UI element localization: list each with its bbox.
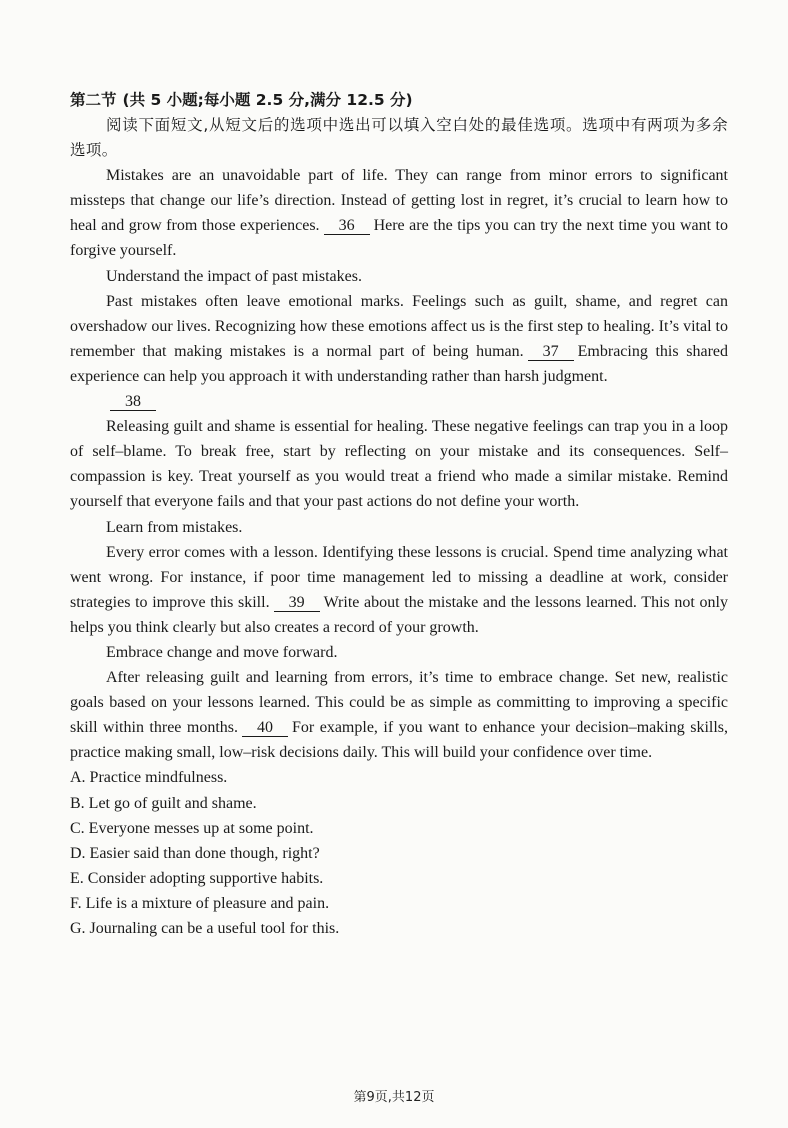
paragraph-4-text-before: Every error comes with a lesson. Identifying these lessons is crucial. Spend time analyzing what went wrong. For instance, if poor time management led to missing a deadline at work, consider strategies to improve this skill. — [70, 543, 728, 611]
paragraph-1-text-before: Mistakes are an unavoidable part of life. They can range from minor errors to significant missteps that change our life’s direction. Instead of getting lost in regret, it’s crucial to learn how to heal and grow from those experiences. — [70, 167, 728, 235]
paragraph-5 — [70, 665, 728, 765]
blank-36: 36 — [324, 217, 370, 235]
blank-39: 39 — [274, 594, 320, 612]
paragraph-5-text-after: For example, if you want to enhance your decision–making skills, practice making small, low–risk decisions daily. This will build your confidence over time. — [70, 719, 728, 762]
option-g: G. Journaling can be a useful tool for this. — [70, 920, 340, 937]
paragraph-4 — [70, 540, 728, 640]
instructions: 阅读下面短文,从短文后的选项中选出可以填入空白处的最佳选项。选项中有两项为多余选项。 — [70, 116, 728, 160]
option-d: D. Easier said than done though, right? — [70, 844, 320, 862]
paragraph-1-text-after: Here are the tips you can try the next time you want to forgive yourself. — [70, 217, 728, 260]
blank-40: 40 — [242, 719, 288, 737]
section-header — [70, 88, 728, 113]
answer-options — [70, 765, 728, 941]
paragraph-2-text-before: Past mistakes often leave emotional marks. Feelings such as guilt, shame, and regret can overshadow our lives. Recognizing how these emotions affect us is the first step to healing. It’s vital to remember that making mistakes is a normal part of being human. — [70, 292, 728, 360]
heading-blank-line — [70, 389, 728, 414]
heading-understand-impact: Understand the impact of past mistakes. — [106, 267, 362, 285]
heading-embrace-change: Embrace change and move forward. — [106, 643, 338, 661]
paragraph-4-text-after: Write about the mistake and the lessons learned. This not only helps you think clearly but also creates a record of your growth. — [70, 593, 728, 636]
paragraph-3: Releasing guilt and shame is essential for healing. These negative feelings can trap you in a loop of self–blame. To break free, start by reflecting on your mistake and its consequences. Self–compassion is key. Treat yourself as you would treat a friend who made a similar mistake. Remind yourself that everyone fails and that your past actions do not define your worth. — [70, 418, 728, 511]
option-e: E. Consider adopting supportive habits. — [70, 869, 324, 887]
section-title: 第二节 — [70, 91, 117, 109]
section-scoring-rule: (共 5 小题;每小题 2.5 分,满分 12.5 分) — [122, 91, 413, 109]
exam-page — [70, 88, 728, 941]
paragraph-2-text-after: Embracing this shared experience can help you approach it with understanding rather than harsh judgment. — [70, 342, 728, 385]
option-c: C. Everyone messes up at some point. — [70, 819, 314, 837]
blank-38: 38 — [110, 393, 156, 411]
option-b: B. Let go of guilt and shame. — [70, 794, 257, 812]
option-a: A. Practice mindfulness. — [70, 769, 228, 787]
paragraph-1 — [70, 163, 728, 263]
page-number-footer: 第9页,共12页 — [353, 1090, 435, 1105]
option-f: F. Life is a mixture of pleasure and pain. — [70, 894, 330, 912]
paragraph-5-text-before: After releasing guilt and learning from errors, it’s time to embrace change. Set new, realistic goals based on your lessons learned. This could be as simple as committing to improving a specific skill within three months. — [70, 669, 728, 737]
heading-learn-from-mistakes: Learn from mistakes. — [106, 518, 243, 536]
paragraph-2 — [70, 289, 728, 389]
blank-37: 37 — [528, 343, 574, 361]
